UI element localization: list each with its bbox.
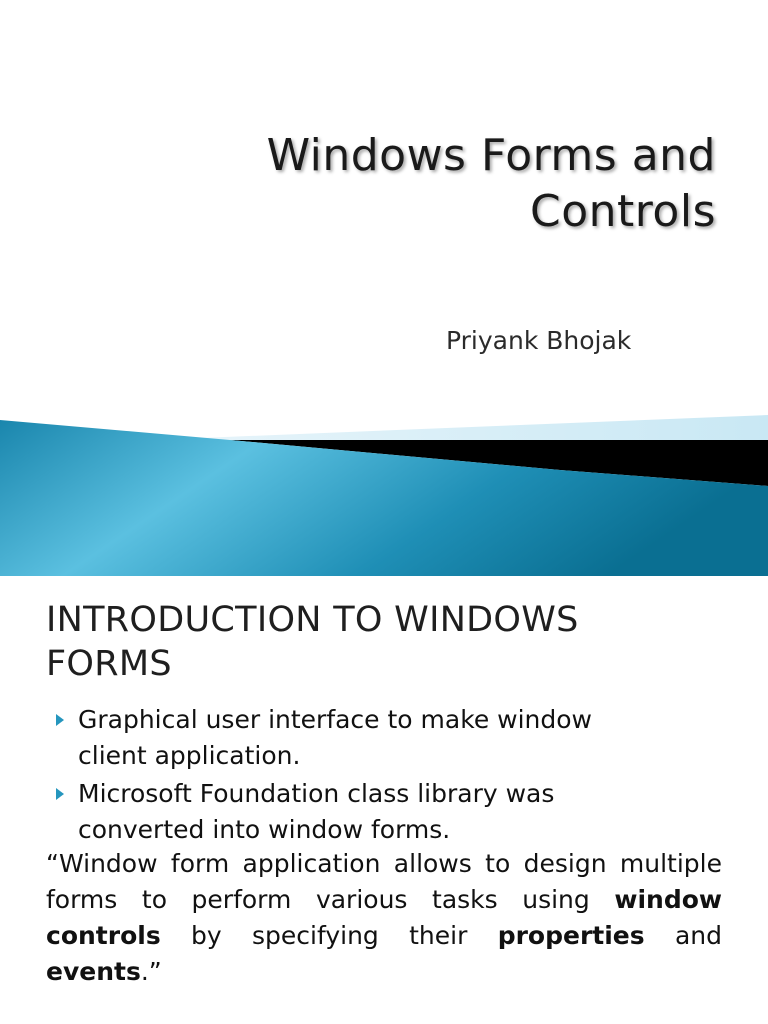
bullet-line: client application. xyxy=(78,741,301,770)
bullet-list xyxy=(52,702,732,850)
bullet-item xyxy=(52,776,732,848)
quote-paragraph xyxy=(46,846,722,990)
quote-and: and xyxy=(674,921,723,950)
author-name: Priyank Bhojak xyxy=(446,326,632,355)
term-properties: properties xyxy=(497,921,645,950)
bullet-line: Graphical user interface to make window xyxy=(78,705,592,734)
decorative-swoosh xyxy=(0,410,768,576)
title-line-1: Windows Forms and xyxy=(266,130,716,181)
term-window-controls: window controls xyxy=(46,885,722,950)
content-slide xyxy=(0,576,768,1024)
quote-mid: by specifying their xyxy=(191,921,468,950)
slide-title xyxy=(156,128,716,240)
bullet-line: converted into window forms. xyxy=(78,815,451,844)
pale-band xyxy=(200,415,768,440)
triangle-right-icon xyxy=(56,788,64,800)
quote-open: “Window form application allows to design multiple forms to perform various tasks using xyxy=(46,849,722,914)
heading-line-1: INTRODUCTION TO WINDOWS xyxy=(46,600,579,640)
quote-close: .” xyxy=(140,957,162,986)
slide-heading xyxy=(46,598,579,686)
bullet-item xyxy=(52,702,732,774)
heading-line-2: FORMS xyxy=(46,644,172,684)
bullet-line: Microsoft Foundation class library was xyxy=(78,779,555,808)
triangle-right-icon xyxy=(56,714,64,726)
title-line-2: Controls xyxy=(530,186,716,237)
term-events: events xyxy=(46,957,141,986)
